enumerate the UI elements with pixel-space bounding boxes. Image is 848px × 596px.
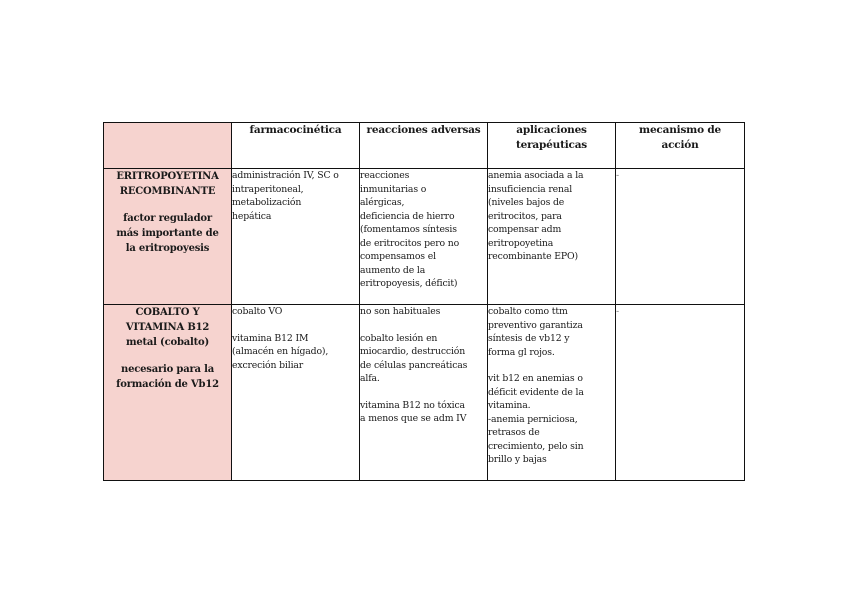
cell-line: hepática xyxy=(232,210,272,222)
cell-line: síntesis de vb12 y xyxy=(488,333,570,344)
cell-line: retrasos de xyxy=(488,427,540,438)
cell-line: necesario para la xyxy=(121,364,214,375)
cell-line: excreción biliar xyxy=(232,359,304,371)
row-header-eritropoyetina xyxy=(104,169,232,305)
cell-line: ERITROPOYETINA xyxy=(116,171,219,182)
cell-line: -anemia perniciosa, xyxy=(488,413,578,425)
cell-line: brillo y bajas xyxy=(488,454,547,465)
cell-line: compensamos el xyxy=(360,251,436,262)
cell-text: - xyxy=(616,306,619,317)
cell-line: de eritrocitos pero no xyxy=(360,237,460,249)
cell-aplicaciones-terapeuticas xyxy=(488,305,616,481)
cell-line: forma gl rojos. xyxy=(488,346,555,358)
cell-line: metabolización xyxy=(232,197,302,208)
cell-line: vitamina B12 no tóxica xyxy=(360,399,465,411)
header-aplicaciones-terapeuticas xyxy=(488,123,616,169)
cell-line: anemia asociada a la xyxy=(488,170,584,181)
row-header-cobalto-vitamina-b12 xyxy=(104,305,232,481)
cell-line: cobalto lesión en xyxy=(360,332,438,344)
header-reacciones-adversas xyxy=(360,123,488,169)
line-gap xyxy=(232,319,359,332)
cell-line: vitamina B12 IM xyxy=(232,332,309,344)
drug-table xyxy=(103,122,745,481)
cell-line: (almacén en hígado), xyxy=(232,346,329,357)
cell-line: vitamina. xyxy=(488,400,531,411)
cell-line: crecimiento, pelo sin xyxy=(488,440,584,452)
cell-line: formación de Vb12 xyxy=(116,379,219,390)
cell-line: no son habituales xyxy=(360,306,441,317)
table-row xyxy=(104,305,745,481)
cell-line: compensar adm xyxy=(488,224,562,235)
header-label: aplicaciones terapéuticas xyxy=(515,124,588,151)
line-gap xyxy=(360,319,487,332)
cell-line: miocardio, destrucción xyxy=(360,346,466,357)
cell-mecanismo xyxy=(616,169,745,305)
cell-line: reacciones xyxy=(360,170,410,181)
header-row xyxy=(104,123,745,169)
header-label: reacciones adversas xyxy=(366,124,481,136)
cell-line: eritropoyesis, déficit) xyxy=(360,278,458,289)
cell-line: más importante de xyxy=(116,228,219,239)
cell-line: (fomentamos síntesis xyxy=(360,224,457,235)
header-mecanismo-de-accion xyxy=(616,123,745,169)
cell-line: cobalto como ttm xyxy=(488,306,568,317)
cell-line: cobalto VO xyxy=(232,306,283,317)
header-farmacocinetica xyxy=(232,123,360,169)
cell-line: aumento de la xyxy=(360,264,426,276)
cell-line: administración IV, SC o xyxy=(232,170,339,181)
cell-line: eritrocitos, para xyxy=(488,210,562,222)
line-gap xyxy=(104,199,231,211)
cell-line: insuficiencia renal xyxy=(488,183,573,195)
cell-line: metal (cobalto) xyxy=(125,337,210,348)
cell-line: de células pancreáticas xyxy=(360,359,468,371)
line-gap xyxy=(488,359,615,372)
cell-line: RECOMBINANTE xyxy=(119,186,216,197)
cell-line: VITAMINA B12 xyxy=(125,322,210,333)
line-gap xyxy=(360,386,487,399)
cell-line: COBALTO Y xyxy=(135,307,200,318)
cell-aplicaciones-terapeuticas xyxy=(488,169,616,305)
cell-line: déficit evidente de la xyxy=(488,386,584,398)
cell-line: la eritropoyesis xyxy=(125,243,210,254)
cell-line: eritropoyetina xyxy=(488,237,554,249)
header-label: farmacocinética xyxy=(249,124,342,136)
cell-reacciones-adversas xyxy=(360,305,488,481)
cell-text: - xyxy=(616,170,619,181)
cell-line: (niveles bajos de xyxy=(488,197,565,208)
cell-line: deficiencia de hierro xyxy=(360,210,455,222)
cell-line: inmunitarias o xyxy=(360,183,427,195)
cell-farmacocinetica xyxy=(232,305,360,481)
cell-line: alérgicas, xyxy=(360,197,405,208)
cell-line: factor regulador xyxy=(123,213,212,224)
cell-line: intraperitoneal, xyxy=(232,183,304,195)
cell-mecanismo xyxy=(616,305,745,481)
cell-line: preventivo garantiza xyxy=(488,319,583,331)
corner-cell xyxy=(104,123,232,169)
cell-line: alfa. xyxy=(360,373,380,384)
cell-line: a menos que se adm IV xyxy=(360,413,467,424)
cell-line: recombinante EPO) xyxy=(488,251,578,262)
cell-reacciones-adversas xyxy=(360,169,488,305)
cell-farmacocinetica xyxy=(232,169,360,305)
cell-line: vit b12 en anemias o xyxy=(488,373,583,384)
header-label: mecanismo de acción xyxy=(639,124,721,151)
line-gap xyxy=(104,350,231,362)
table-row xyxy=(104,169,745,305)
